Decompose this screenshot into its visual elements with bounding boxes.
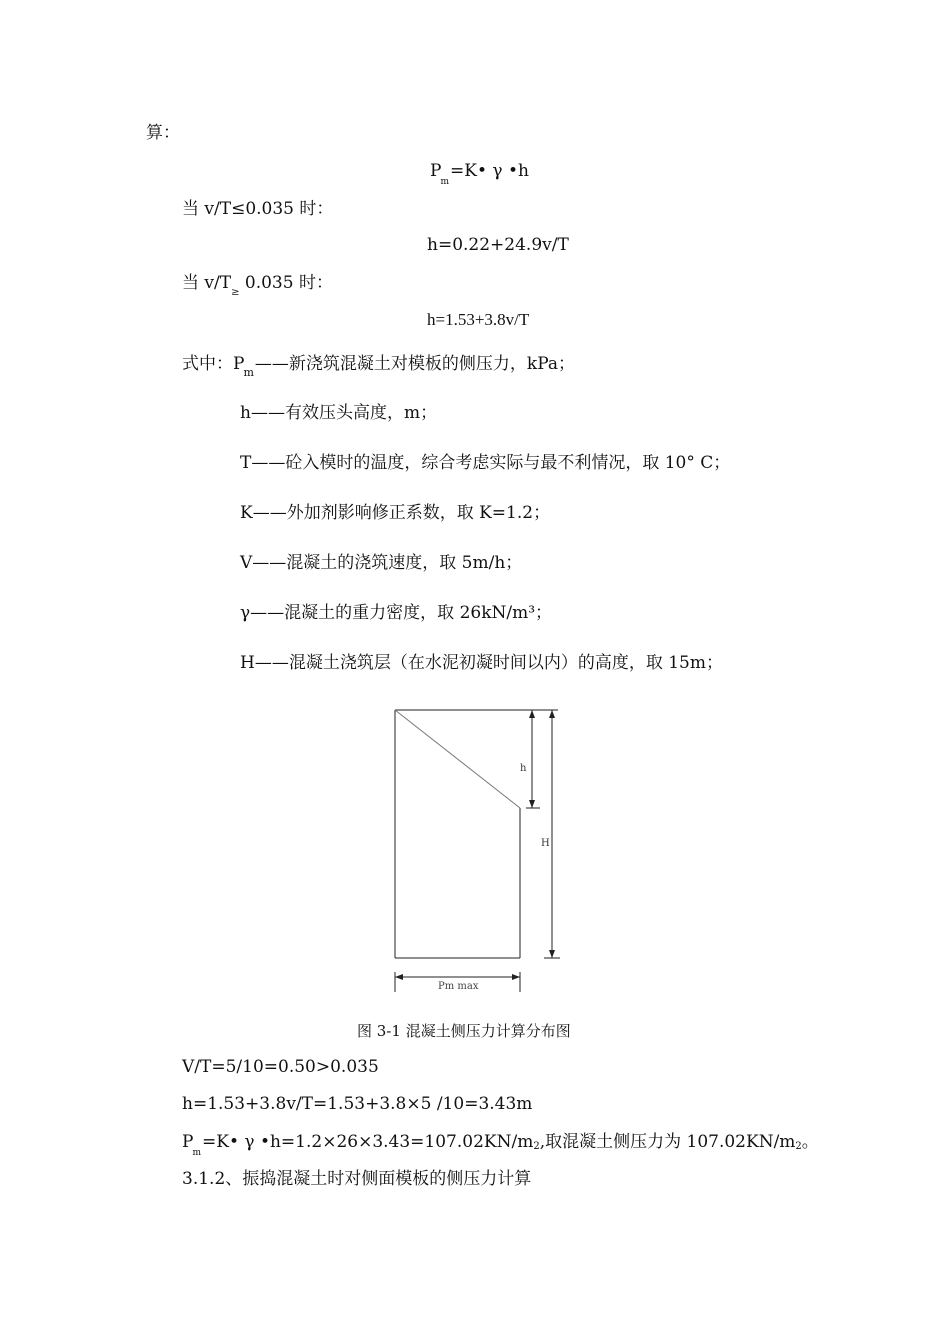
definition-V: V——混凝土的浇筑速度，取 5m/h； xyxy=(240,553,523,573)
definition-K: K——外加剂影响修正系数，取 K=1.2； xyxy=(240,503,551,523)
condition-1: 当 v/T≤0.035 时： xyxy=(182,199,334,219)
h-arrow-bottom xyxy=(529,800,535,808)
calc-vt: V/T=5/10=0.50>0.035 xyxy=(182,1057,379,1077)
H-arrow-bottom xyxy=(549,950,555,958)
H-arrow-top xyxy=(549,710,555,718)
section-heading: 3.1.2、振捣混凝土时对侧面模板的侧压力计算 xyxy=(182,1169,532,1189)
pm-label: Pm max xyxy=(438,981,479,992)
h-label: h xyxy=(520,763,527,774)
H-label: H xyxy=(541,838,550,849)
calc-pm: $P_m=K•$ γ •h=1.2×26×3.43=107.02KN/m2,取混凝土侧压力为 107.02KN/m2。 xyxy=(182,1132,819,1158)
definition-H: H——混凝土浇筑层（在水泥初凝时间以内）的高度，取 15m； xyxy=(240,653,723,673)
figure-caption: 图 3-1 混凝土侧压力计算分布图 xyxy=(357,1022,571,1040)
definition-gamma: γ——混凝土的重力密度，取 26kN/m³； xyxy=(240,603,553,623)
pressure-distribution-figure xyxy=(380,700,580,1000)
definition-h: h——有效压头高度，m； xyxy=(240,403,438,423)
pressure-diagonal xyxy=(395,710,520,808)
formula-h-1: h=0.22+24.9v/T xyxy=(427,235,569,255)
formula-h-2: h=1.53+3.8v/T xyxy=(427,310,530,329)
formula-pm: $P_m=K•$ γ •h xyxy=(430,161,529,187)
pm-arrow-left xyxy=(395,974,403,980)
condition-2: 当 $v/T_\ge$ 0.035 时： xyxy=(182,273,333,298)
intro-text: 算： xyxy=(146,123,180,143)
definition-T: T——砼入模时的温度，综合考虑实际与最不利情况，取 10° C； xyxy=(240,453,731,473)
pm-arrow-right xyxy=(512,974,520,980)
calc-h: h=1.53+3.8v/T=1.53+3.8×5 /10=3.43m xyxy=(182,1094,533,1114)
definition-intro: 式中：$P_m——$新浇筑混凝土对模板的侧压力，kPa； xyxy=(182,354,576,379)
h-arrow-top xyxy=(529,710,535,718)
